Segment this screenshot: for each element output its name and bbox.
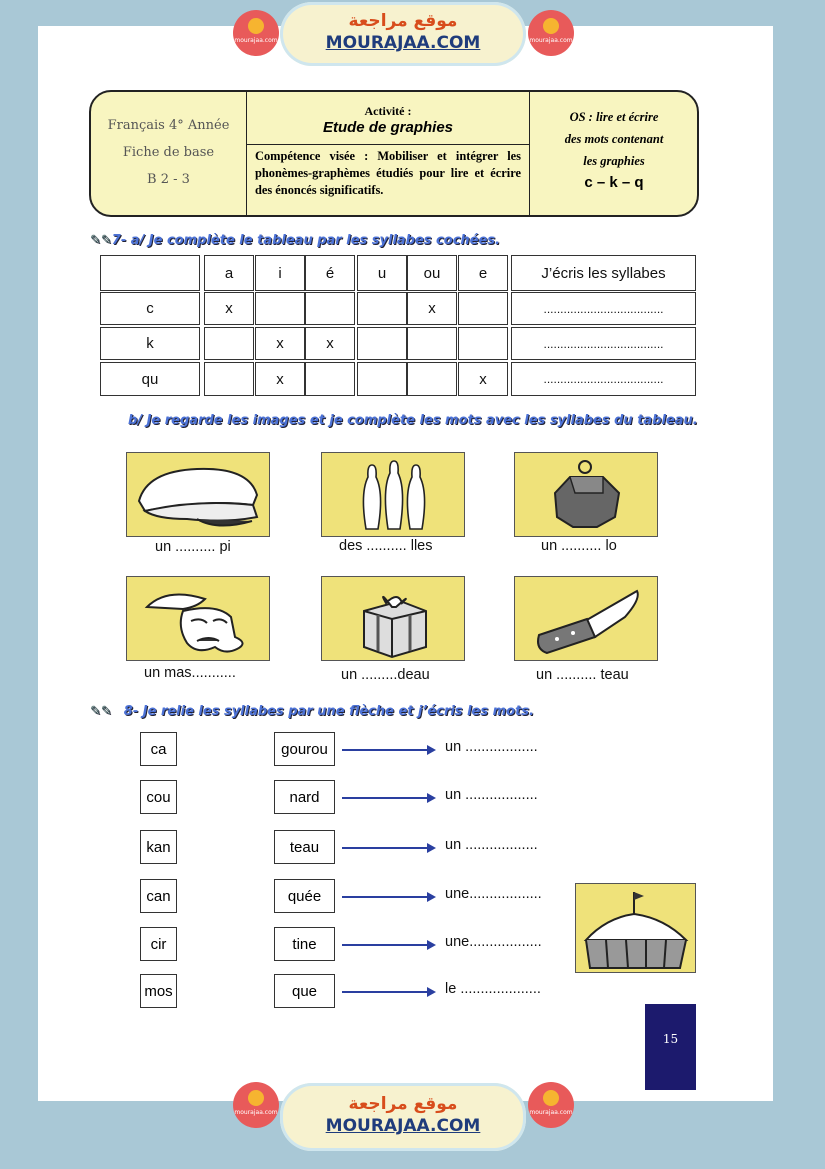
arrow-icon xyxy=(342,847,434,849)
picture-cap xyxy=(126,452,270,537)
caption-2: des .......... lles xyxy=(339,538,433,554)
write-header: J’écris les syllabes xyxy=(511,255,696,291)
header-panel xyxy=(89,90,699,217)
table-corner-cell xyxy=(100,255,200,291)
mark-cell[interactable] xyxy=(407,362,457,396)
mark-cell[interactable] xyxy=(305,292,355,325)
site-arabic: موقع مراجعة xyxy=(348,1094,458,1114)
bowling-pins-icon xyxy=(322,453,465,537)
mask-icon xyxy=(127,577,270,661)
mark-cell[interactable] xyxy=(255,292,305,325)
mark-cell[interactable]: x xyxy=(255,362,305,396)
answer-line[interactable]: une.................. xyxy=(445,934,542,950)
arrow-icon xyxy=(342,749,434,751)
mark-cell[interactable] xyxy=(407,327,457,360)
activity-label: Activité : xyxy=(364,104,412,118)
answer-line[interactable]: un .................. xyxy=(445,787,538,803)
sheet-code: B 2 - 3 xyxy=(147,172,190,187)
mark-cell[interactable] xyxy=(204,327,254,360)
column-header: ou xyxy=(407,255,457,291)
mark-cell[interactable] xyxy=(305,362,355,396)
left-syllable-box[interactable]: ca xyxy=(140,732,177,766)
right-syllable-box[interactable]: quée xyxy=(274,879,335,913)
instruction-7a-text: 7- a/ Je complète le tableau par les syllabes cochées. xyxy=(111,233,500,248)
page-number: 15 xyxy=(662,1032,679,1046)
sheet-type: Fiche de base xyxy=(122,145,215,160)
logo-text: mourajaa.com xyxy=(234,37,278,44)
caption-1: un .......... pi xyxy=(155,539,231,555)
pencil-icon: ✎✎ xyxy=(90,233,112,248)
competence-text: Compétence visée : Mobiliser et intégrer les phonèmes-graphèmes étudiés pour lire et écrire des énoncés significatifs. xyxy=(255,149,521,197)
logo-text: mourajaa.com xyxy=(529,37,573,44)
page-number-tab xyxy=(645,1004,696,1090)
logo-text: mourajaa.com xyxy=(529,1109,573,1116)
answer-line[interactable]: un .................. xyxy=(445,739,538,755)
left-syllable-box[interactable]: kan xyxy=(140,830,177,864)
arrow-icon xyxy=(342,944,434,946)
site-name[interactable]: MOURAJAA.COM xyxy=(325,1116,481,1136)
weight-icon xyxy=(515,453,658,537)
site-arabic: موقع مراجعة xyxy=(348,11,458,31)
picture-mask xyxy=(126,576,270,661)
site-banner-top[interactable] xyxy=(280,2,526,66)
knife-icon xyxy=(515,577,658,661)
mark-cell[interactable] xyxy=(458,327,508,360)
answer-line[interactable]: un .................. xyxy=(445,837,538,853)
activity-title: Etude de graphies xyxy=(322,119,454,136)
answer-cell[interactable]: .................................... xyxy=(511,327,696,360)
answer-cell[interactable]: .................................... xyxy=(511,292,696,325)
logo-icon xyxy=(528,10,574,56)
graphies: c – k – q xyxy=(584,174,644,191)
caption-5: un .........deau xyxy=(341,667,430,683)
mark-cell[interactable]: x xyxy=(255,327,305,360)
logo-icon xyxy=(233,10,279,56)
mark-cell[interactable]: x xyxy=(204,292,254,325)
left-syllable-box[interactable]: mos xyxy=(140,974,177,1008)
logo-icon xyxy=(233,1082,279,1128)
right-syllable-box[interactable]: teau xyxy=(274,830,335,864)
column-header: a xyxy=(204,255,254,291)
right-syllable-box[interactable]: gourou xyxy=(274,732,335,766)
activity-block xyxy=(247,92,530,215)
caption-3: un .......... lo xyxy=(541,538,617,554)
row-label: c xyxy=(100,292,200,325)
logo-text: mourajaa.com xyxy=(234,1109,278,1116)
instruction-8-text: 8- Je relie les syllabes par une flèche et j’écris les mots. xyxy=(123,704,534,719)
column-header: i xyxy=(255,255,305,291)
left-syllable-box[interactable]: can xyxy=(140,879,177,913)
mark-cell[interactable] xyxy=(204,362,254,396)
arrow-icon xyxy=(342,991,434,993)
mark-cell[interactable]: x xyxy=(458,362,508,396)
instruction-8 xyxy=(90,704,534,719)
right-syllable-box[interactable]: que xyxy=(274,974,335,1008)
site-name[interactable]: MOURAJAA.COM xyxy=(325,33,481,53)
os-line-3: les graphies xyxy=(583,154,645,168)
picture-gift xyxy=(321,576,465,661)
mark-cell[interactable]: x xyxy=(305,327,355,360)
right-syllable-box[interactable]: tine xyxy=(274,927,335,961)
arrow-icon xyxy=(342,896,434,898)
pencil-icon: ✎✎ xyxy=(90,704,112,719)
left-syllable-box[interactable]: cir xyxy=(140,927,177,961)
column-header: é xyxy=(305,255,355,291)
picture-pins xyxy=(321,452,465,537)
answer-line[interactable]: le .................... xyxy=(445,981,541,997)
caption-6: un .......... teau xyxy=(536,667,629,683)
os-line-2: des mots contenant xyxy=(564,132,664,146)
logo-icon xyxy=(528,1082,574,1128)
caption-4: un mas........... xyxy=(144,665,236,681)
column-header: e xyxy=(458,255,508,291)
mark-cell[interactable]: x xyxy=(407,292,457,325)
os-line-1: OS : lire et écrire xyxy=(569,110,659,124)
right-syllable-box[interactable]: nard xyxy=(274,780,335,814)
answer-line[interactable]: une.................. xyxy=(445,886,542,902)
answer-cell[interactable]: .................................... xyxy=(511,362,696,396)
mark-cell[interactable] xyxy=(357,327,407,360)
instruction-7a xyxy=(90,233,500,248)
arrow-icon xyxy=(342,797,434,799)
cap-icon xyxy=(127,453,270,537)
left-syllable-box[interactable]: cou xyxy=(140,780,177,814)
instruction-7b: b/ Je regarde les images et je complète les mots avec les syllabes du tableau. xyxy=(128,413,698,428)
class-level: Français 4° Année xyxy=(107,118,230,133)
objective-block xyxy=(531,92,697,215)
class-info xyxy=(91,92,247,215)
gift-icon xyxy=(322,577,465,661)
picture-tent xyxy=(575,883,696,973)
row-label: qu xyxy=(100,362,200,396)
mark-cell[interactable] xyxy=(357,292,407,325)
picture-weight xyxy=(514,452,658,537)
mark-cell[interactable] xyxy=(458,292,508,325)
circus-tent-icon xyxy=(576,884,696,973)
picture-knife xyxy=(514,576,658,661)
column-header: u xyxy=(357,255,407,291)
row-label: k xyxy=(100,327,200,360)
mark-cell[interactable] xyxy=(357,362,407,396)
site-banner-bottom[interactable] xyxy=(280,1083,526,1151)
